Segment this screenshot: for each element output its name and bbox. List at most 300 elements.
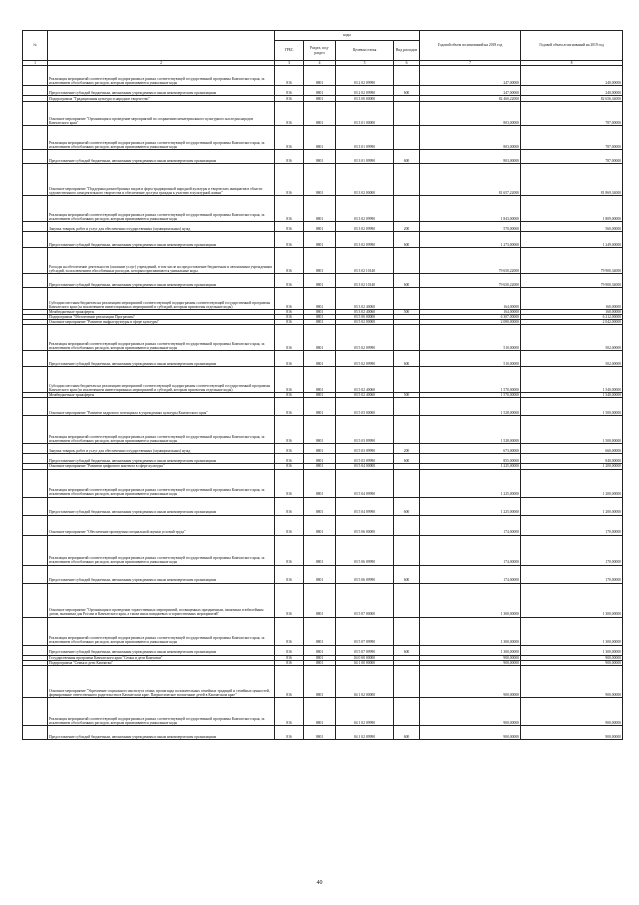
- row-amount-2018: 79 650,22000: [420, 248, 521, 274]
- row-target-article: 03 5 03 00000: [336, 398, 394, 416]
- row-amount-2018: 174,00000: [420, 565, 521, 583]
- row-grbs: 816: [275, 96, 304, 102]
- row-expense-type: [394, 248, 420, 274]
- row-grbs: 816: [275, 617, 304, 645]
- table-row: [23, 565, 623, 583]
- row-amount-2019: 170,00000: [521, 515, 623, 535]
- row-amount-2018: 174,00000: [420, 515, 521, 535]
- row-amount-2018: 803,00000: [420, 150, 521, 164]
- row-name: Субсидии местным бюджетам на реализацию мероприятий соответствующей подпрограммы соответствующей государственной программы Камчатского края (за исключением инвестиционных мероприятий и субсидий, которым присвоены отдельные коды): [48, 367, 275, 393]
- row-name: Закупка товаров, работ и услуг для обеспечения государственных (муниципальных) нужд: [48, 444, 275, 454]
- row-name: Расходы на обеспечение деятельности (оказание услуг) учреждений, в том числе на предоставление бюджетным и автономным учреждениям субсидий, за исключением обособленных расходов, которым присваиваются уникальные коды: [48, 248, 275, 274]
- row-razdel: 0801: [304, 393, 336, 398]
- column-index: 6: [394, 61, 420, 66]
- row-razdel: 0801: [304, 367, 336, 393]
- row-amount-2018: 673,00000: [420, 444, 521, 454]
- row-grbs: 816: [275, 310, 304, 315]
- table-body: [23, 66, 623, 740]
- row-number-cell: [23, 444, 48, 454]
- row-name: Межбюджетные трансферты: [48, 310, 275, 315]
- row-grbs: 816: [275, 102, 304, 126]
- row-expense-type: 600: [394, 351, 420, 367]
- row-number-cell: [23, 196, 48, 222]
- row-amount-2018: 510,00000: [420, 351, 521, 367]
- table-row: [23, 535, 623, 565]
- row-target-article: 03 5 03 09990: [336, 444, 394, 454]
- row-number-cell: [23, 645, 48, 655]
- row-grbs: 816: [275, 697, 304, 725]
- row-grbs: 816: [275, 150, 304, 164]
- row-razdel: 0801: [304, 96, 336, 102]
- row-name: Реализация мероприятий соответствующей подпрограммы в рамках соответствующей государственной программы Камчатского края, за исключением обособленных расходов, которым присваиваются уникальные коды: [48, 469, 275, 497]
- row-target-article: 04 1 02 09990: [336, 725, 394, 739]
- column-index: 2: [48, 61, 275, 66]
- row-expense-type: 600: [394, 497, 420, 515]
- row-name: Межбюджетные трансферты: [48, 393, 275, 398]
- row-razdel: 0801: [304, 150, 336, 164]
- header-number: №: [23, 31, 48, 61]
- row-razdel: 0801: [304, 444, 336, 454]
- table-row: [23, 150, 623, 164]
- header-grbs: ГРБС: [275, 41, 304, 61]
- row-amount-2018: 900,00000: [420, 665, 521, 697]
- row-amount-2019: 900,00000: [521, 655, 623, 660]
- row-grbs: 816: [275, 315, 304, 320]
- row-grbs: 816: [275, 535, 304, 565]
- row-number-cell: [23, 497, 48, 515]
- row-amount-2019: 1 540,00000: [521, 393, 623, 398]
- row-name: Предоставление субсидий бюджетным, автономным учреждениям и иным некоммерческим организациям: [48, 454, 275, 464]
- row-expense-type: 600: [394, 565, 420, 583]
- row-razdel: 0801: [304, 86, 336, 96]
- row-number-cell: [23, 288, 48, 310]
- header-codes-group: коды: [275, 31, 420, 41]
- row-target-article: 03 3 02 09990: [336, 222, 394, 232]
- row-target-article: 03 3 01 09990: [336, 126, 394, 150]
- row-expense-type: [394, 367, 420, 393]
- row-name: Основное мероприятие "Поддержка разнообразных видов и форм традиционной народной культуры и творческих инициатив в области художественного самодеятельного творчества и обеспечение доступа граждан к участию в культурной жизни": [48, 164, 275, 196]
- row-target-article: 03 5 02 09990: [336, 351, 394, 367]
- row-expense-type: [394, 416, 420, 444]
- header-year-2019: Годовой объем ассигнований на 2019 год: [521, 31, 623, 61]
- row-expense-type: [394, 697, 420, 725]
- row-amount-2019: 1 300,00000: [521, 583, 623, 617]
- row-name: Основное мероприятие "Развитие кадрового потенциала в учреждениях культуры Камчатского края": [48, 398, 275, 416]
- row-target-article: 03 5 06 09990: [336, 565, 394, 583]
- table-row: [23, 583, 623, 617]
- row-grbs: 816: [275, 126, 304, 150]
- row-amount-2018: 247,00000: [420, 66, 521, 86]
- row-amount-2018: 1 300,00000: [420, 645, 521, 655]
- table-row: [23, 665, 623, 697]
- row-target-article: 03 5 04 09990: [336, 497, 394, 515]
- row-target-article: 03 3 02 09990: [336, 196, 394, 222]
- row-amount-2019: 900,00000: [521, 725, 623, 739]
- row-grbs: 816: [275, 164, 304, 196]
- row-grbs: 816: [275, 464, 304, 469]
- row-razdel: 0801: [304, 126, 336, 150]
- row-grbs: 816: [275, 367, 304, 393]
- row-razdel: 0801: [304, 535, 336, 565]
- row-amount-2019: 900,00000: [521, 660, 623, 665]
- row-name: Предоставление субсидий бюджетным, автономным учреждениям и иным некоммерческим организациям: [48, 725, 275, 739]
- table-row: [23, 288, 623, 310]
- row-grbs: 816: [275, 398, 304, 416]
- row-expense-type: [394, 535, 420, 565]
- row-razdel: 0801: [304, 617, 336, 645]
- row-grbs: 816: [275, 393, 304, 398]
- row-amount-2019: 660,00000: [521, 444, 623, 454]
- row-expense-type: 200: [394, 222, 420, 232]
- table-row: [23, 196, 623, 222]
- row-amount-2019: 240,00000: [521, 66, 623, 86]
- header-razdel: Раздел, под-раздел: [304, 41, 336, 61]
- row-target-article: 03 5 04 00000: [336, 464, 394, 469]
- row-amount-2019: 900,00000: [521, 697, 623, 725]
- table-row: [23, 367, 623, 393]
- row-expense-type: 600: [394, 86, 420, 96]
- row-amount-2019: 900,00000: [521, 665, 623, 697]
- row-amount-2018: 1 225,00000: [420, 464, 521, 469]
- row-amount-2019: 502,00000: [521, 325, 623, 351]
- row-amount-2019: 81 869,34000: [521, 164, 623, 196]
- row-razdel: 0801: [304, 565, 336, 583]
- row-amount-2018: 79 650,22000: [420, 274, 521, 288]
- row-amount-2019: 1 500,00000: [521, 416, 623, 444]
- table-row: [23, 222, 623, 232]
- row-razdel: 0801: [304, 497, 336, 515]
- row-grbs: 816: [275, 725, 304, 739]
- row-number-cell: [23, 617, 48, 645]
- row-amount-2019: 787,00000: [521, 150, 623, 164]
- row-amount-2019: 560,00000: [521, 222, 623, 232]
- row-target-article: 03 3 01 09990: [336, 150, 394, 164]
- row-amount-2018: 247,00000: [420, 86, 521, 96]
- row-expense-type: [394, 288, 420, 310]
- row-amount-2019: 1 809,00000: [521, 196, 623, 222]
- row-amount-2018: 510,00000: [420, 325, 521, 351]
- row-amount-2018: 1 225,00000: [420, 469, 521, 497]
- row-expense-type: 200: [394, 444, 420, 454]
- row-grbs: 816: [275, 196, 304, 222]
- row-expense-type: 600: [394, 454, 420, 464]
- table-row: [23, 398, 623, 416]
- row-razdel: 0801: [304, 660, 336, 665]
- column-index: 8: [521, 61, 623, 66]
- row-razdel: 0801: [304, 351, 336, 367]
- row-number-cell: [23, 126, 48, 150]
- table-row: [23, 274, 623, 288]
- row-number-cell: [23, 469, 48, 497]
- row-name: Основное мероприятие "Обеспечение проведения специальной оценки условий труда": [48, 515, 275, 535]
- row-number-cell: [23, 248, 48, 274]
- row-expense-type: [394, 325, 420, 351]
- row-amount-2019: 170,00000: [521, 565, 623, 583]
- table-row: [23, 617, 623, 645]
- row-razdel: 0801: [304, 583, 336, 617]
- table-row: [23, 416, 623, 444]
- row-amount-2018: 1 273,00000: [420, 232, 521, 248]
- row-expense-type: [394, 469, 420, 497]
- row-number-cell: [23, 725, 48, 739]
- row-target-article: 04 0 00 00000: [336, 655, 394, 660]
- row-grbs: 816: [275, 320, 304, 325]
- column-index: 1: [23, 61, 48, 66]
- row-amount-2018: 900,00000: [420, 697, 521, 725]
- row-expense-type: 500: [394, 310, 420, 315]
- row-amount-2018: 1 300,00000: [420, 583, 521, 617]
- row-name: Субсидии местным бюджетам на реализацию мероприятий соответствующей подпрограммы соответствующей государственной программы Камчатского края (за исключением инвестиционных мероприятий и субсидий, которым присвоены отдельные коды): [48, 288, 275, 310]
- row-target-article: 03 2 02 09990: [336, 86, 394, 96]
- table-row: [23, 351, 623, 367]
- column-index: 5: [336, 61, 394, 66]
- row-grbs: 816: [275, 325, 304, 351]
- row-target-article: 03 3 01 00000: [336, 102, 394, 126]
- row-target-article: 03 2 02 09990: [336, 66, 394, 86]
- budget-table: [22, 30, 623, 740]
- row-amount-2018: 2 080,00000: [420, 320, 521, 325]
- row-target-article: 03 5 03 09990: [336, 454, 394, 464]
- table-row: [23, 497, 623, 515]
- row-name: Предоставление субсидий бюджетным, автономным учреждениям и иным некоммерческим организациям: [48, 565, 275, 583]
- table-row: [23, 325, 623, 351]
- row-amount-2019: 82 656,34000: [521, 96, 623, 102]
- row-amount-2018: 900,00000: [420, 655, 521, 660]
- header-blank: [48, 31, 275, 61]
- row-number-cell: [23, 150, 48, 164]
- row-amount-2019: 79 900,34000: [521, 248, 623, 274]
- row-razdel: 0801: [304, 66, 336, 86]
- row-razdel: 0801: [304, 222, 336, 232]
- row-amount-2019: 1 200,00000: [521, 469, 623, 497]
- row-name: Подпрограмма "Семья и дети Камчатки": [48, 660, 275, 665]
- row-amount-2018: 570,00000: [420, 222, 521, 232]
- row-target-article: 03 5 02 09990: [336, 325, 394, 351]
- row-grbs: 816: [275, 655, 304, 660]
- row-razdel: 0801: [304, 697, 336, 725]
- row-grbs: 816: [275, 497, 304, 515]
- row-grbs: 816: [275, 444, 304, 454]
- row-razdel: 0801: [304, 310, 336, 315]
- row-amount-2018: 1 528,00000: [420, 416, 521, 444]
- row-name: Подпрограмма "Традиционная культура и народное творчество": [48, 96, 275, 102]
- row-name: Реализация мероприятий соответствующей подпрограммы в рамках соответствующей государственной программы Камчатского края, за исключением обособленных расходов, которым присваиваются уникальные коды: [48, 325, 275, 351]
- table-row: [23, 725, 623, 739]
- row-amount-2018: 1 843,00000: [420, 196, 521, 222]
- table-row: [23, 697, 623, 725]
- row-amount-2019: 2 042,00000: [521, 320, 623, 325]
- row-grbs: 816: [275, 232, 304, 248]
- row-name: Реализация мероприятий соответствующей подпрограммы в рамках соответствующей государственной программы Камчатского края, за исключением обособленных расходов, которым присваиваются уникальные коды: [48, 617, 275, 645]
- row-name: Подпрограмма "Обеспечение реализации Программы": [48, 315, 275, 320]
- row-expense-type: [394, 126, 420, 150]
- row-number-cell: [23, 697, 48, 725]
- column-index: 3: [275, 61, 304, 66]
- row-razdel: 0801: [304, 232, 336, 248]
- row-amount-2019: 160,00000: [521, 288, 623, 310]
- row-name: Основное мероприятие "Организация и проведение мероприятий по сохранению нематериального культурного наследия народов Камчатского края": [48, 102, 275, 126]
- row-razdel: 0801: [304, 416, 336, 444]
- row-grbs: 816: [275, 351, 304, 367]
- row-amount-2019: 787,00000: [521, 126, 623, 150]
- row-target-article: 03 5 03 09990: [336, 416, 394, 444]
- row-grbs: 816: [275, 86, 304, 96]
- row-grbs: 816: [275, 515, 304, 535]
- row-name: Реализация мероприятий соответствующей подпрограммы в рамках соответствующей государственной программы Камчатского края, за исключением обособленных расходов, которым присваиваются уникальные коды: [48, 416, 275, 444]
- row-expense-type: [394, 164, 420, 196]
- row-expense-type: [394, 398, 420, 416]
- row-razdel: 0801: [304, 164, 336, 196]
- row-razdel: 0801: [304, 288, 336, 310]
- row-grbs: 816: [275, 288, 304, 310]
- row-amount-2018: 164,00000: [420, 310, 521, 315]
- row-name: Реализация мероприятий соответствующей подпрограммы в рамках соответствующей государственной программы Камчатского края, за исключением обособленных расходов, которым присваиваются уникальные коды: [48, 697, 275, 725]
- row-amount-2018: 1 570,00000: [420, 393, 521, 398]
- row-amount-2019: 240,00000: [521, 86, 623, 96]
- row-amount-2019: 170,00000: [521, 535, 623, 565]
- row-expense-type: 600: [394, 645, 420, 655]
- column-index: 7: [420, 61, 521, 66]
- row-number-cell: [23, 102, 48, 126]
- row-target-article: 03 5 06 00000: [336, 515, 394, 535]
- row-target-article: 03 5 07 09990: [336, 617, 394, 645]
- row-name: Основное мероприятие "Развитие цифрового контента в сфере культуры": [48, 464, 275, 469]
- row-amount-2018: 1 528,00000: [420, 398, 521, 416]
- row-name: Реализация мероприятий соответствующей подпрограммы в рамках соответствующей государственной программы Камчатского края, за исключением обособленных расходов, которым присваиваются уникальные коды: [48, 126, 275, 150]
- row-target-article: 03 5 00 00000: [336, 315, 394, 320]
- row-number-cell: [23, 665, 48, 697]
- row-expense-type: 600: [394, 150, 420, 164]
- row-amount-2018: 1 300,00000: [420, 617, 521, 645]
- row-number-cell: [23, 325, 48, 351]
- row-amount-2019: 1 200,00000: [521, 464, 623, 469]
- row-amount-2019: 502,00000: [521, 351, 623, 367]
- row-expense-type: [394, 665, 420, 697]
- header-year-2018: Годовой объем ассигнований на 2018 год: [420, 31, 521, 61]
- row-target-article: 03 3 00 00000: [336, 96, 394, 102]
- row-amount-2019: 6 212,00000: [521, 315, 623, 320]
- row-name: Предоставление субсидий бюджетным, автономным учреждениям и иным некоммерческим организациям: [48, 274, 275, 288]
- row-name: Предоставление субсидий бюджетным, автономным учреждениям и иным некоммерческим организациям: [48, 645, 275, 655]
- row-grbs: 816: [275, 274, 304, 288]
- row-name: Реализация мероприятий соответствующей подпрограммы в рамках соответствующей государственной программы Камчатского края, за исключением обособленных расходов, которым присваиваются уникальные коды: [48, 196, 275, 222]
- row-amount-2019: 1 300,00000: [521, 617, 623, 645]
- row-razdel: 0801: [304, 665, 336, 697]
- row-expense-type: [394, 583, 420, 617]
- row-target-article: 03 5 07 09990: [336, 645, 394, 655]
- row-number-cell: [23, 222, 48, 232]
- row-target-article: 03 3 02 00000: [336, 164, 394, 196]
- row-razdel: 0801: [304, 248, 336, 274]
- row-number-cell: [23, 367, 48, 393]
- row-grbs: 816: [275, 66, 304, 86]
- row-target-article: 03 5 06 09990: [336, 535, 394, 565]
- row-target-article: 04 1 02 00000: [336, 665, 394, 697]
- row-amount-2019: 79 900,34000: [521, 274, 623, 288]
- table-row: [23, 66, 623, 86]
- row-amount-2019: 787,00000: [521, 102, 623, 126]
- row-amount-2019: 1 200,00000: [521, 497, 623, 515]
- row-grbs: 816: [275, 565, 304, 583]
- row-target-article: 03 3 02 40060: [336, 288, 394, 310]
- row-amount-2018: 855,00000: [420, 454, 521, 464]
- row-number-cell: [23, 164, 48, 196]
- row-expense-type: [394, 66, 420, 86]
- row-grbs: 816: [275, 248, 304, 274]
- row-amount-2018: 6 307,00000: [420, 315, 521, 320]
- row-grbs: 816: [275, 665, 304, 697]
- page-number: 40: [316, 880, 323, 886]
- row-name: Реализация мероприятий соответствующей подпрограммы в рамках соответствующей государственной программы Камчатского края, за исключением обособленных расходов, которым присваиваются уникальные коды: [48, 535, 275, 565]
- table-row: [23, 164, 623, 196]
- row-razdel: 0801: [304, 398, 336, 416]
- row-name: Основное мероприятие "Укрепление социального института семьи, пропаганда положительных семейных традиций и семейных ценностей, формирование ответственного родительства в Камчатском крае. Патриотическое воспитание детей в Камчатском крае": [48, 665, 275, 697]
- row-expense-type: [394, 196, 420, 222]
- header-expense-type: Вид расходов: [394, 41, 420, 61]
- row-amount-2018: 1 225,00000: [420, 497, 521, 515]
- row-number-cell: [23, 515, 48, 535]
- row-razdel: 0801: [304, 325, 336, 351]
- row-name: Реализация мероприятий соответствующей подпрограммы в рамках соответствующей государственной программы Камчатского края, за исключением обособленных расходов, которым присваиваются уникальные коды: [48, 66, 275, 86]
- row-amount-2018: 803,00000: [420, 126, 521, 150]
- row-expense-type: 500: [394, 393, 420, 398]
- row-number-cell: [23, 454, 48, 464]
- row-number-cell: [23, 565, 48, 583]
- row-amount-2018: 900,00000: [420, 660, 521, 665]
- row-target-article: 04 1 02 09990: [336, 697, 394, 725]
- row-razdel: 0801: [304, 320, 336, 325]
- row-target-article: 03 5 02 00000: [336, 320, 394, 325]
- row-amount-2018: 81 657,22000: [420, 164, 521, 196]
- row-razdel: 0801: [304, 725, 336, 739]
- table-row: [23, 248, 623, 274]
- row-target-article: 03 5 07 00000: [336, 583, 394, 617]
- row-amount-2019: 1 249,00000: [521, 232, 623, 248]
- budget-sheet: [22, 30, 622, 740]
- row-target-article: 03 3 02 09990: [336, 232, 394, 248]
- row-razdel: 0801: [304, 315, 336, 320]
- row-expense-type: 600: [394, 232, 420, 248]
- row-number-cell: [23, 416, 48, 444]
- row-target-article: 03 5 02 40060: [336, 367, 394, 393]
- row-amount-2019: 1 500,00000: [521, 398, 623, 416]
- row-target-article: 03 3 02 10140: [336, 274, 394, 288]
- row-name: Предоставление субсидий бюджетным, автономным учреждениям и иным некоммерческим организациям: [48, 351, 275, 367]
- row-razdel: 0801: [304, 102, 336, 126]
- row-amount-2018: 1 570,00000: [420, 367, 521, 393]
- row-grbs: 816: [275, 645, 304, 655]
- table-row: [23, 645, 623, 655]
- table-row: [23, 232, 623, 248]
- table-row: [23, 126, 623, 150]
- table-row: [23, 454, 623, 464]
- row-razdel: 0801: [304, 464, 336, 469]
- row-target-article: 03 3 02 40060: [336, 310, 394, 315]
- row-amount-2019: 160,00000: [521, 310, 623, 315]
- table-row: [23, 515, 623, 535]
- row-amount-2019: 1 540,00000: [521, 367, 623, 393]
- row-amount-2018: 900,00000: [420, 725, 521, 739]
- row-expense-type: [394, 102, 420, 126]
- row-razdel: 0801: [304, 469, 336, 497]
- row-grbs: 816: [275, 222, 304, 232]
- row-number-cell: [23, 232, 48, 248]
- row-number-cell: [23, 66, 48, 86]
- row-razdel: 0801: [304, 454, 336, 464]
- table-row: [23, 86, 623, 96]
- row-number-cell: [23, 274, 48, 288]
- row-grbs: 816: [275, 583, 304, 617]
